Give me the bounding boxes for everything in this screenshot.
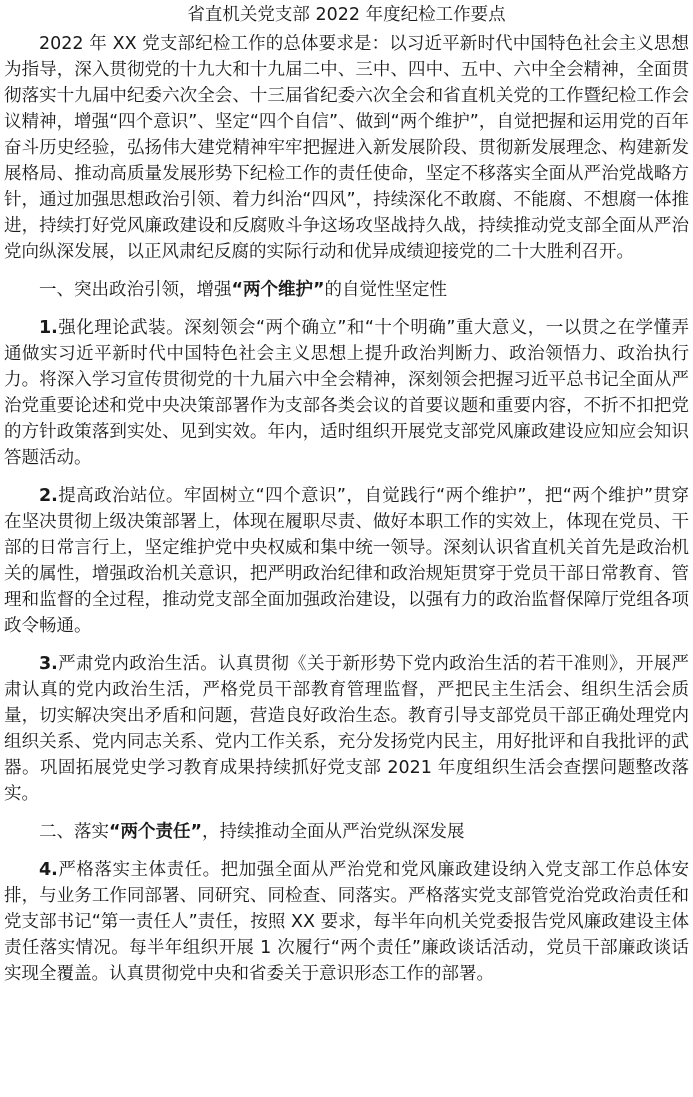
list-item (4, 651, 689, 807)
item-text: 严肃党内政治生活。认真贯彻《关于新形势下党内政治生活的若干准则》，开展严肃认真的党内政治生活，严格党员干部教育管理监督，严把民主生活会、组织生活会质量，切实解决突出矛盾和问题，营造良好政治生态。教育引导支部党员干部正确处理党内组织关系、党内同志关系、党内工作关系，充分发扬党内民主，用好批评和自我批评的武器。巩固拓展党史学习教育成果持续抓好党支部 2021 年度组织生活会查摆问题整改落实。 (4, 654, 689, 804)
list-item (4, 483, 689, 639)
section-heading-1-suffix: 的自觉性坚定性 (324, 280, 448, 300)
section-heading-2-prefix: 二、落实 (39, 822, 109, 842)
item-number: 3. (39, 654, 58, 674)
item-text: 提高政治站位。牢固树立“四个意识”，自觉践行“两个维护”，把“两个维护”贯穿在坚决贯彻上级决策部署上，体现在履职尽责、做好本职工作的实效上，体现在党员、干部的日常言行上，坚定维护党中央权威和集中统一领导。深刻认识省直机关首先是政治机关的属性，增强政治机关意识，把严明政治纪律和政治规矩贯穿于党员干部日常教育、管理和监督的全过程，推动党支部全面加强政治建设，以强有力的政治监督保障厅党组各项政令畅通。 (4, 486, 689, 636)
item-number: 4. (39, 860, 58, 880)
document-title: 省直机关党支部 2022 年度纪检工作要点 (187, 5, 506, 25)
item-number: 2. (39, 486, 58, 506)
list-item (4, 857, 689, 987)
item-number: 1. (39, 318, 58, 338)
section-heading-2-emphasis: “两个责任” (109, 822, 203, 842)
section-heading-2 (4, 819, 689, 845)
section-heading-1-emphasis: “两个维护” (231, 280, 325, 300)
section-heading-1-prefix: 一、突出政治引领，增强 (39, 280, 232, 300)
list-item (4, 315, 689, 471)
section-heading-1 (4, 277, 689, 303)
intro-paragraph: 2022 年 XX 党支部纪检工作的总体要求是：以习近平新时代中国特色社会主义思想为指导，深入贯彻党的十九大和十九届二中、三中、四中、五中、六中全会精神，全面贯彻落实十九届中纪委六次全会、十三届省纪委六次全会和省直机关党的工作暨纪检工作会议精神，增强“四个意识”、坚定“四个自信”、做到“两个维护”，自觉把握和运用党的百年奋斗历史经验，弘扬伟大建党精神牢牢把握进入新发展阶段、贯彻新发展理念、构建新发展格局、推动高质量发展形势下纪检工作的责任使命，坚定不移落实全面从严治党战略方针，通过加强思想政治引领、着力纠治“四风”，持续深化不敢腐、不能腐、不想腐一体推进，持续打好党风廉政建设和反腐败斗争这场攻坚战持久战，持续推动党支部全面从严治党向纵深发展，以正风肃纪反腐的实际行动和优异成绩迎接党的二十大胜利召开。 (4, 34, 689, 262)
item-text: 强化理论武装。深刻领会“两个确立”和“十个明确”重大意义，一以贯之在学懂弄通做实习近平新时代中国特色社会主义思想上提升政治判断力、政治领悟力、政治执行力。将深入学习宣传贯彻党的十九届六中全会精神，深刻领会把握习近平总书记全面从严治党重要论述和党中央决策部署作为支部各类会议的首要议题和重要内容，不折不扣把党的方针政策落到实处、见到实效。年内，适时组织开展党支部党风廉政建设应知应会知识答题活动。 (4, 318, 689, 468)
section-heading-2-suffix: ，持续推动全面从严治党纵深发展 (202, 822, 465, 842)
item-text: 严格落实主体责任。把加强全面从严治党和党风廉政建设纳入党支部工作总体安排，与业务工作同部署、同研究、同检查、同落实。严格落实党支部管党治党政治责任和党支部书记“第一责任人”责任，按照 XX 要求，每半年向机关党委报告党风廉政建设主体责任落实情况。每半年组织开展 1 次履行“两个责任”廉政谈话活动，党员干部廉政谈话实现全覆盖。认真贯彻党中央和省委关于意识形态工作的部署。 (4, 860, 689, 984)
